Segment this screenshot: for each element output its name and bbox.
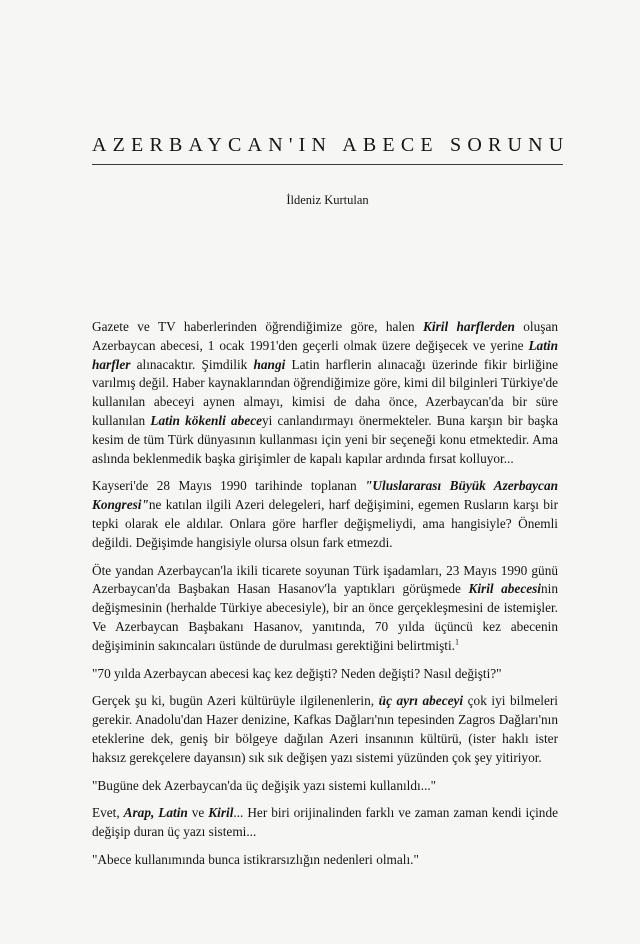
paragraph xyxy=(92,692,558,767)
footnote-marker: 1 xyxy=(455,637,460,647)
paragraph xyxy=(92,562,558,656)
body-text: "70 yılda Azerbaycan abecesi kaç kez değişti? Neden değişti? Nasıl değişti?" xyxy=(92,665,502,681)
body-text: yi canlandırmayı önermekteler. Buna karşın bir başka kesim de tüm Türk dünyasının kullanması için yeni bir seçeneği konu etmektedir. Ama aslında beklenmedik başka girişimler de kapalı kapılar ardında fırsat kolluyor... xyxy=(92,412,558,466)
body-text: Öte yandan Azerbaycan'la ikili ticarete soyunan Türk işadamları, 23 Mayıs 1990 günü Azerbaycan'da Başbakan Hasan Hasanov'la yaptıkları görüşmede xyxy=(92,562,558,597)
body-text: "Abece kullanımında bunca istikrarsızlığın nedenleri olmalı." xyxy=(92,851,419,867)
emphasis-text: Latin harfler xyxy=(92,337,558,372)
paragraph xyxy=(92,318,558,468)
body-text: nin değişmesinin (herhalde Türkiye abecesiyle), bir an önce gerçekleşmesini de istemişler. Ve Azerbaycan Başbakanı Hasanov, yanıtında, 70 yılda üçüncü kez abecenin değişiminin sakıncaları üstünde de durulması gerektiğini belirtmişti. xyxy=(92,581,558,653)
body-text: Evet, xyxy=(92,805,124,821)
emphasis-text: Latin kökenli abece xyxy=(150,412,262,428)
emphasis-text: Kiril xyxy=(208,805,234,821)
emphasis-text: Kiril harflerden xyxy=(423,319,515,334)
body-text: Gerçek şu ki, bugün Azeri kültürüyle ilgilenenlerin, xyxy=(92,693,379,709)
body-text: oluşan Azerbaycan abecesi, 1 ocak 1991'den geçerli olmak üzere değişecek ve yerine xyxy=(92,319,558,353)
paragraph xyxy=(92,477,558,552)
emphasis-text: Kiril abecesi xyxy=(468,581,541,597)
emphasis-text: "Uluslararası Büyük Azerbaycan Kongresi" xyxy=(92,478,558,513)
body-text: ... Her biri orijinalinden farklı ve zaman zaman kendi içinde değişip duran üç yazı sistemi... xyxy=(92,805,559,840)
body-text: alınacaktır. Şimdilik xyxy=(130,356,254,372)
body-text: ve xyxy=(187,805,209,821)
paragraph xyxy=(92,665,558,684)
page-title: AZERBAYCAN'IN ABECE SORUNU xyxy=(92,134,570,156)
paragraph xyxy=(92,851,558,870)
emphasis-text: Arap, Latin xyxy=(123,805,188,821)
emphasis-text: hangi xyxy=(253,356,286,372)
author-name: İldeniz Kurtulan xyxy=(286,193,369,207)
body-text: ne katılan ilgili Azeri delegeleri, harf değişimini, egemen Rusların karşı bir tepki olarak ele aldılar. Onlara göre harfler değişmeliydi, ama hangisiyle? Önemli değildi. Değişimde hangisiyle olursa olsun fark etmezdi. xyxy=(92,497,558,550)
body-text: Latin harflerin alınacağı üzerinde fikir birliğine varılmış değil. Haber kaynaklarından öğrendiğimize göre, kimi dil bilginleri Türkiye'de kullanılan abeceyi aynen almayı, kimisi de daha önce, Azerbaycan'da bir süre kullanılan xyxy=(92,356,558,428)
body-text: "Bugüne dek Azerbaycan'da üç değişik yazı sistemi kullanıldı..." xyxy=(92,777,437,793)
body-text: çok iyi bilmeleri gerekir. Anadolu'dan Hazer denizine, Kafkas Dağları'nın tepesinden Zagros Dağları'nın eteklerine dek, geniş bir bölgeye dağılan Azeri insanının kültürü, (ister haklı ister haksız gerekçelere dayansın) sık sık değişen yazı sistemi yüzünden çok şey yitiriyor. xyxy=(92,693,558,765)
article-body xyxy=(92,318,558,879)
body-text: Kayseri'de 28 Mayıs 1990 tarihinde toplanan xyxy=(92,478,366,494)
title-rule xyxy=(92,164,563,165)
paragraph xyxy=(92,804,558,842)
emphasis-text: üç ayrı abeceyi xyxy=(378,693,464,709)
body-text: Gazete ve TV haberlerinden öğrendiğimize göre, halen xyxy=(92,319,424,334)
paragraph xyxy=(92,777,558,796)
